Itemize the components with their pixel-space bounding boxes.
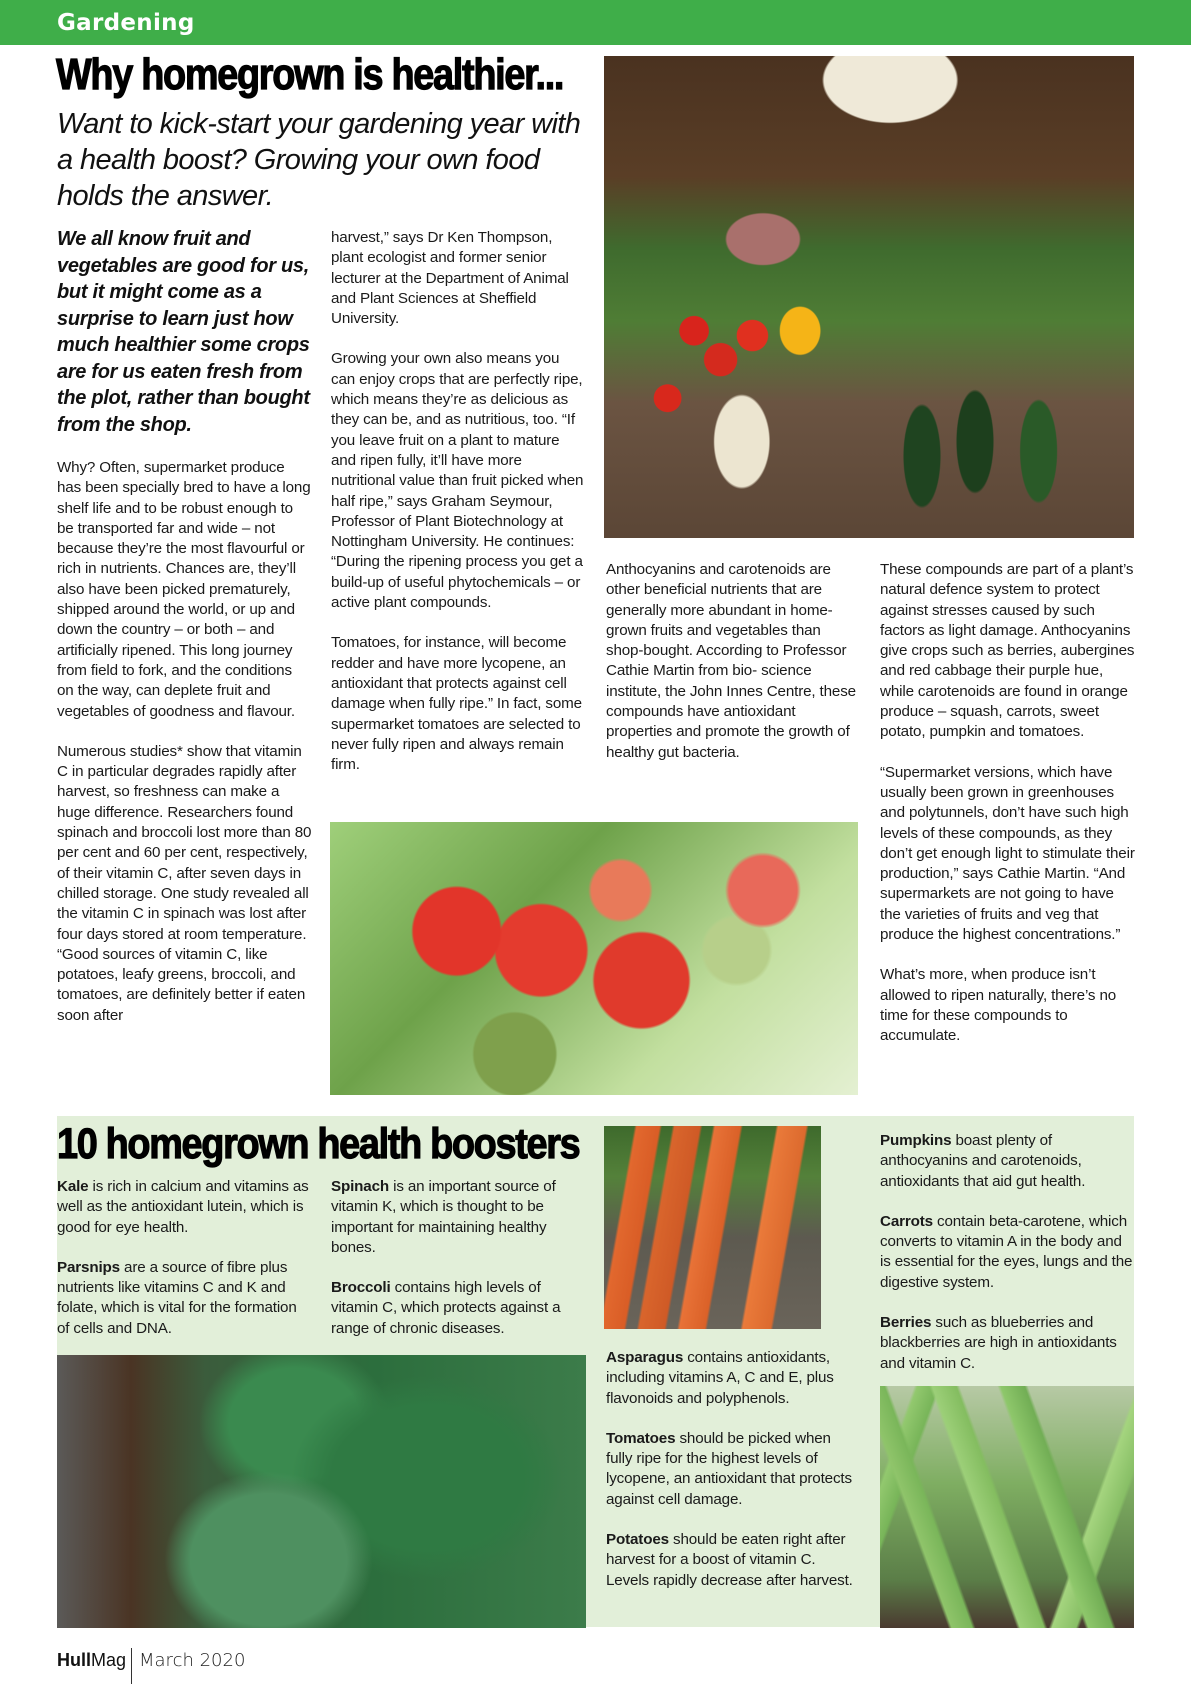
booster-item: Potatoes should be eaten right after harvest for a boost of vitamin C. Levels rapidly decrease after harvest. (606, 1531, 853, 1589)
cherry-tomatoes-photo (330, 822, 858, 1095)
booster-item: Spinach is an important source of vitamin K, which is thought to be important for maintaining healthy bones. (331, 1178, 556, 1256)
booster-name: Asparagus (606, 1349, 684, 1366)
body-column-4 (880, 560, 1135, 1067)
booster-item: Carrots contain beta-carotene, which converts to vitamin A in the body and is essential for the eyes, lungs and the digestive system. (880, 1212, 1133, 1291)
intro-paragraph: We all know fruit and vegetables are good for us, but it might come as a surprise to learn just how much healthier some crops are for us eaten fresh from the plot, rather than bought from the shop. (57, 228, 310, 436)
body-paragraph: Growing your own also means you can enjoy crops that are perfectly ripe, which means they’re as delicious as they can be, and as nutritious, too. “If you leave fruit on a plant to mature and ripen fully, it’ll have more nutritional value than fruit picked when half ripe,” says Graham Seymour, Professor of Plant Biotechnology at Nottingham University. He continues: “During the ripening process you get a build-up of useful phytochemicals – or active plant compounds. (331, 350, 584, 612)
boosters-column-4 (880, 1131, 1135, 1394)
section-label: Gardening (57, 10, 195, 36)
issue-date: March 2020 (139, 1650, 246, 1671)
asparagus-photo (880, 1386, 1134, 1628)
boosters-column-2 (331, 1177, 586, 1359)
boosters-title: 10 homegrown health boosters (57, 1120, 580, 1168)
body-column-3 (606, 560, 861, 783)
kale-photo (57, 1355, 586, 1628)
booster-name: Berries (880, 1314, 932, 1332)
magazine-brand: HullMag (57, 1650, 127, 1670)
booster-item: Tomatoes should be picked when fully ripe for the highest levels of lycopene, an antioxidant that protects against cell damage. (606, 1429, 852, 1508)
body-paragraph: Anthocyanins and carotenoids are other beneficial nutrients that are generally more abundant in home-grown fruits and vegetables than shop-bought. According to Professor Cathie Martin from bio- science institute, the John Innes Centre, these compounds have antioxidant properties and promote the growth of healthy gut bacteria. (606, 561, 856, 761)
body-column-1 (57, 458, 312, 1046)
booster-item: Berries such as blueberries and blackberries are high in antioxidants and vitamin C. (880, 1314, 1117, 1372)
booster-item: Pumpkins boast plenty of anthocyanins and carotenoids, antioxidants that aid gut health. (880, 1132, 1086, 1190)
booster-item: Kale is rich in calcium and vitamins as well as the antioxidant lutein, which is good for eye health. (57, 1178, 309, 1236)
booster-name: Kale (57, 1178, 89, 1195)
booster-name: Broccoli (331, 1279, 391, 1297)
boosters-column-3 (606, 1348, 861, 1611)
body-paragraph: These compounds are part of a plant’s natural defence system to protect against stresses caused by such factors as light damage. Anthocyanins give crops such as berries, aubergines and red cabbage their purple hue, while carotenoids are found in orange produce – squash, carrots, sweet potato, pumpkin and tomatoes. (880, 561, 1135, 741)
body-paragraph: harvest,” says Dr Ken Thompson, plant ecologist and former senior lecturer at the Department of Animal and Plant Sciences at Sheffield University. (331, 229, 569, 328)
booster-name: Tomatoes (606, 1429, 676, 1447)
standfirst: Want to kick-start your gardening year with a health boost? Growing your own food holds the answer. (57, 108, 581, 212)
booster-name: Parsnips (57, 1258, 120, 1276)
article-title: Why homegrown is healthier... (56, 50, 564, 99)
body-paragraph: Tomatoes, for instance, will become redder and have more lycopene, an antioxidant that protects against cell damage when fully ripe.” In fact, some supermarket tomatoes are selected to never fully ripen and always remain firm. (331, 634, 582, 774)
carrots-photo (604, 1126, 821, 1329)
vegetable-harvest-photo (604, 56, 1134, 538)
body-paragraph: What’s more, when produce isn’t allowed to ripen naturally, there’s no time for these compounds to accumulate. (880, 966, 1117, 1045)
body-paragraph: Numerous studies* show that vitamin C in particular degrades rapidly after harvest, so freshness can make a huge difference. Researchers found spinach and broccoli lost more than 80 per cent and 60 per cent, respectively, of their vitamin C, after seven days in chilled storage. One study revealed all the vitamin C in spinach was lost after four days stored at room temperature. “Good sources of vitamin C, like potatoes, leafy greens, broccoli, and tomatoes, are definitely better if eaten soon after (57, 742, 312, 1024)
boosters-column-1 (57, 1177, 312, 1359)
booster-name: Carrots (880, 1212, 933, 1230)
body-column-2 (331, 228, 586, 795)
booster-item: Parsnips are a source of fibre plus nutrients like vitamins C and K and folate, which is vital for the formation of cells and DNA. (57, 1258, 297, 1337)
booster-item: Asparagus contains antioxidants, including vitamins A, C and E, plus flavonoids and polyphenols. (606, 1349, 834, 1407)
booster-item: Broccoli contains high levels of vitamin C, which protects against a range of chronic diseases. (331, 1279, 561, 1337)
booster-name: Spinach (331, 1178, 390, 1195)
body-paragraph: Why? Often, supermarket produce has been specially bred to have a long shelf life and to be robust enough to be transported far and wide – not because they’re the most flavourful or rich in nutrients. Chances are, they’ll also have been picked prematurely, shipped around the world, or up and down the country – or both – and artificially ripened. This long journey from field to fork, and the conditions on the way, can deplete fruit and vegetables of goodness and flavour. (57, 459, 311, 720)
body-paragraph: “Supermarket versions, which have usually been grown in greenhouses and polytunnels, don’t have such high levels of these compounds, as they don’t get enough light to stimulate their production,” says Cathie Martin. “And supermarkets are not going to have the varieties of fruits and veg that produce the highest concentrations.” (880, 763, 1135, 944)
booster-name: Potatoes (606, 1531, 669, 1549)
footer-divider (131, 1648, 132, 1684)
booster-name: Pumpkins (880, 1132, 952, 1149)
